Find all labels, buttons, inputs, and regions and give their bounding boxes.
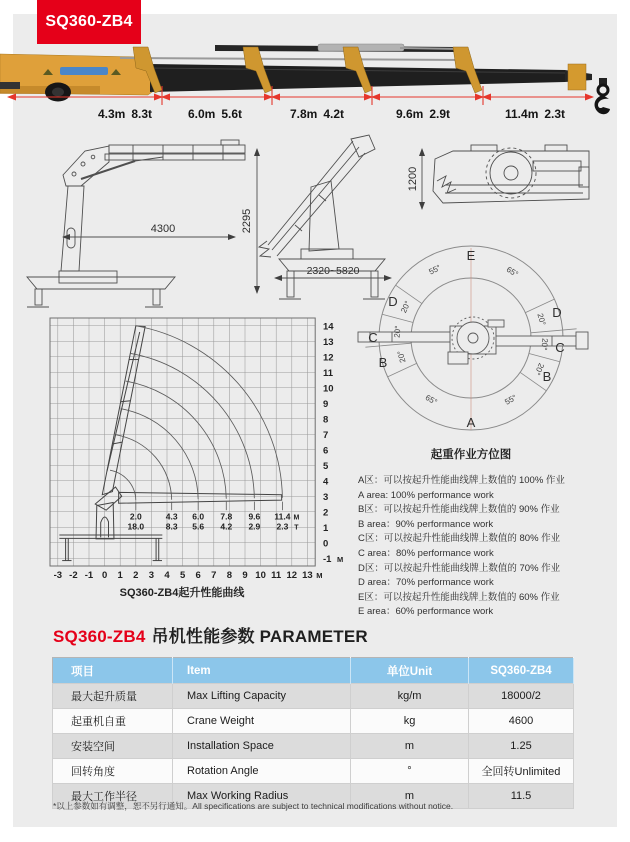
boom-extension-illustration <box>0 42 630 134</box>
cell-item-en: Max Working Radius <box>173 784 351 809</box>
svg-text:7.8: 7.8 <box>220 511 233 522</box>
zone-letter-D-right: D <box>552 305 562 320</box>
svg-text:5: 5 <box>323 460 329 472</box>
svg-text:3: 3 <box>323 491 329 503</box>
svg-text:10: 10 <box>255 570 266 581</box>
svg-text:4.3: 4.3 <box>165 511 178 522</box>
table-row <box>53 684 574 709</box>
boom-sections-photo <box>120 44 610 114</box>
cell-value: 1.25 <box>469 734 574 759</box>
svg-text:1: 1 <box>323 522 329 534</box>
svg-text:2.9: 2.9 <box>248 521 261 532</box>
model-badge <box>37 0 141 44</box>
top-view-drawing <box>422 145 589 209</box>
angle-label: 65° <box>423 392 439 407</box>
svg-text:8.3: 8.3 <box>165 521 178 532</box>
zone-line: A区：可以按起升性能曲线牌上数值的 100% 作业 <box>358 475 565 486</box>
brand-sticker <box>60 67 108 75</box>
zone-line: E区：可以按起升性能曲线牌上数值的 60% 作业 <box>358 591 560 603</box>
svg-text:2.3: 2.3 <box>276 521 289 532</box>
angle-label: 55° <box>427 263 443 277</box>
svg-text:18.0: 18.0 <box>127 521 145 532</box>
table-header-row <box>53 658 574 684</box>
svg-text:0: 0 <box>323 538 329 550</box>
parameter-title-rest: 吊机性能参数 PARAMETER <box>151 627 368 646</box>
zone-letter-C-right: C <box>555 340 565 355</box>
side-view-drawing <box>27 140 245 307</box>
zone-line: C区：可以按起升性能曲线牌上数值的 80% 作业 <box>358 533 561 545</box>
cell-item-en: Crane Weight <box>173 709 351 734</box>
rose-caption: 起重作业方位图 <box>430 449 512 461</box>
svg-text:2: 2 <box>323 507 329 519</box>
svg-text:9.6: 9.6 <box>248 511 261 522</box>
svg-text:12: 12 <box>323 352 334 364</box>
lifting-performance-chart <box>36 312 358 610</box>
svg-text:14: 14 <box>323 321 334 333</box>
cell-unit: kg <box>351 709 469 734</box>
working-area-diagram <box>352 242 598 470</box>
angle-label: 55° <box>503 392 519 407</box>
svg-text:4: 4 <box>323 476 329 488</box>
svg-text:11.4: 11.4 <box>274 511 291 522</box>
header-model: SQ360-ZB4 <box>469 658 574 684</box>
svg-text:M: M <box>337 554 344 564</box>
boom-segment-labels <box>98 107 565 121</box>
zone-letter-A: A <box>466 415 476 430</box>
dim-fold-height: 2295 <box>241 208 253 234</box>
svg-text:9: 9 <box>323 398 329 410</box>
cell-item-cn: 安装空间 <box>53 734 173 759</box>
svg-text:12: 12 <box>286 570 298 581</box>
cell-item-cn: 最大起升质量 <box>53 684 173 709</box>
svg-text:M: M <box>316 571 323 580</box>
angle-label: 20° <box>539 337 550 351</box>
zone-line: D area：70% performance work <box>358 577 494 589</box>
zone-line: A area: 100% performance work <box>358 489 494 501</box>
svg-text:8: 8 <box>323 414 329 426</box>
angle-label: 20° <box>395 349 408 364</box>
zone-line: E area：60% performance work <box>358 606 494 618</box>
angle-label: 20° <box>532 361 546 377</box>
cell-unit: m <box>351 734 469 759</box>
svg-text:-1: -1 <box>323 553 332 565</box>
svg-text:13: 13 <box>323 336 334 348</box>
zone-description-list <box>358 474 616 620</box>
footnote: *以上参数如有调整，恕不另行通知。All specifications are subject to technical modifications without notice. <box>53 801 454 811</box>
dim-fold-width: 2320~5820 <box>306 265 360 277</box>
cell-unit: m <box>351 784 469 809</box>
zone-letter-C-left: C <box>368 330 378 345</box>
svg-text:3: 3 <box>148 570 155 581</box>
table-row <box>53 709 574 734</box>
zone-letter-B-left: B <box>378 355 388 370</box>
parameter-title-model: SQ360-ZB4 <box>53 627 146 646</box>
svg-text:10: 10 <box>323 383 334 395</box>
dim-top-height: 1200 <box>407 166 419 192</box>
table-row <box>53 759 574 784</box>
header-unit: 单位Unit <box>351 658 469 684</box>
cell-item-en: Installation Space <box>173 734 351 759</box>
svg-text:2: 2 <box>133 570 139 581</box>
svg-text:5.6: 5.6 <box>192 521 205 532</box>
cell-item-cn: 回转角度 <box>53 759 173 784</box>
cell-item-en: Max Lifting Capacity <box>173 684 351 709</box>
cell-value: 4600 <box>469 709 574 734</box>
svg-text:8: 8 <box>226 570 233 581</box>
svg-text:T: T <box>294 524 299 532</box>
segment-label: 6.0m 5.6t <box>188 107 243 121</box>
angle-label: 20° <box>399 299 413 315</box>
svg-text:7: 7 <box>323 429 329 441</box>
svg-text:M: M <box>293 514 300 522</box>
header-item-cn: 项目 <box>53 658 173 684</box>
angle-label: 65° <box>504 264 520 279</box>
chart-caption: SQ360-ZB4起升性能曲线 <box>119 587 245 599</box>
svg-text:1: 1 <box>117 570 123 581</box>
svg-text:11: 11 <box>271 570 282 581</box>
svg-text:4.2: 4.2 <box>220 521 233 532</box>
header-item-en: Item <box>173 658 351 684</box>
angle-label: 20° <box>392 325 403 339</box>
zone-line: D区：可以按起升性能曲线牌上数值的 70% 作业 <box>358 562 561 574</box>
svg-text:6.0: 6.0 <box>192 511 205 522</box>
angle-label: 20° <box>535 312 548 327</box>
svg-text:13: 13 <box>302 570 313 581</box>
svg-text:9: 9 <box>242 570 248 581</box>
hook-icon <box>595 78 610 114</box>
table-row <box>53 734 574 759</box>
zone-line: B area：90% performance work <box>358 518 494 530</box>
dim-side-length: 4300 <box>150 223 176 235</box>
cell-item-en: Rotation Angle <box>173 759 351 784</box>
svg-text:-1: -1 <box>84 570 94 581</box>
cell-unit: ° <box>351 759 469 784</box>
svg-text:4: 4 <box>164 570 170 581</box>
parameter-title <box>53 622 368 647</box>
zone-line: B区：可以按起升性能曲线牌上数值的 90% 作业 <box>358 504 560 516</box>
segment-label: 9.6m 2.9t <box>396 107 451 121</box>
svg-text:-3: -3 <box>53 570 63 581</box>
svg-text:-2: -2 <box>69 570 78 581</box>
cell-value: 11.5 <box>469 784 574 809</box>
zone-letter-D-left: D <box>388 294 398 309</box>
segment-label: 7.8m 4.2t <box>290 107 345 121</box>
cell-item-cn: 最大工作半径 <box>53 784 173 809</box>
zone-letter-B-right: B <box>542 369 552 384</box>
svg-text:7: 7 <box>211 570 217 581</box>
cell-value: 18000/2 <box>469 684 574 709</box>
cell-value: 全回转Unlimited <box>469 759 574 784</box>
svg-text:2.0: 2.0 <box>129 511 142 522</box>
model-badge-label: SQ360-ZB4 <box>45 13 133 30</box>
svg-text:6: 6 <box>323 445 329 457</box>
cell-unit: kg/m <box>351 684 469 709</box>
segment-label: 4.3m 8.3t <box>98 107 153 121</box>
crane-silhouette <box>358 317 588 364</box>
zone-line: C area：80% performance work <box>358 547 494 559</box>
svg-text:0: 0 <box>101 570 108 581</box>
svg-text:5: 5 <box>179 570 186 581</box>
cell-item-cn: 起重机自重 <box>53 709 173 734</box>
svg-text:6: 6 <box>195 570 201 581</box>
svg-text:11: 11 <box>323 367 334 379</box>
parameter-table <box>52 657 574 809</box>
segment-label: 11.4m 2.3t <box>505 107 566 121</box>
zone-letter-E: E <box>466 248 476 263</box>
